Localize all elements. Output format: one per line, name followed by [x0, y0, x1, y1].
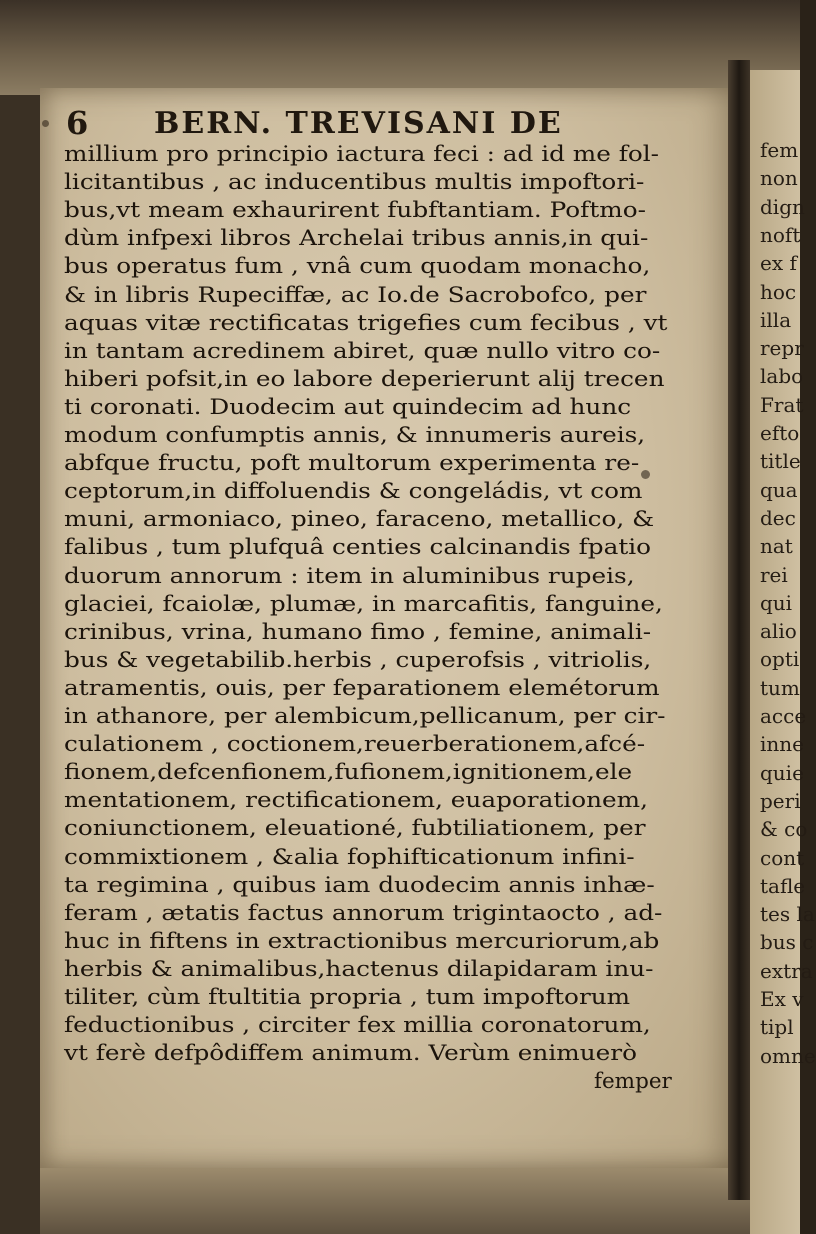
text-line: tiliter, cùm ftultitia propria , tum impoftorum	[64, 985, 631, 1010]
next-page-edge	[750, 70, 816, 1234]
next-page-fragment: tipl	[760, 1015, 794, 1040]
next-page-fragment: ex f	[760, 251, 797, 276]
next-page-fragment: non	[760, 166, 798, 191]
next-page-fragment: omne	[760, 1043, 816, 1068]
book-gutter	[728, 60, 750, 1200]
text-line: in tantam acredinem abiret, quæ nullo vitro co-	[64, 338, 661, 364]
text-line: feductionibus , circiter fex millia coronatorum,	[64, 1013, 651, 1039]
next-page-fragment: alio	[760, 619, 797, 644]
text-line: ti coronati. Duodecim aut quindecim ad hunc	[64, 394, 632, 420]
text-line: licitantibus , ac inducentibus multis impoftori-	[64, 170, 645, 196]
text-line: coniunctionem, eleuationé, fubtiliationem, per	[64, 816, 646, 842]
text-line: fionem,defcenfionem,fufionem,ignitionem,ele	[64, 760, 633, 786]
next-page-fragment: peri	[760, 788, 801, 813]
next-page-fragment: qui	[760, 590, 793, 615]
next-page-fragment: rei	[760, 562, 788, 587]
text-line: ta regimina , quibus iam duodecim annis inhæ-	[64, 872, 655, 898]
text-line: culationem , coctionem,reuerberationem,afcé-	[64, 732, 646, 758]
text-line: & in libris Rupeciffæ, ac Io.de Sacrobofco, per	[64, 282, 647, 308]
next-page-fragment: cont	[760, 845, 805, 870]
page-number: 6	[66, 104, 89, 142]
next-page-fragment: Frat	[760, 392, 804, 417]
next-page-fragment: qua	[760, 477, 798, 502]
text-line: atramentis, ouis, per feparationem elemétorum	[64, 675, 660, 701]
text-line: falibus , tum plufquâ centies calcinandis fpatio	[64, 535, 652, 561]
text-line: huc in fiftens in extractionibus mercuriorum,ab	[64, 928, 660, 954]
ink-speck	[641, 470, 650, 479]
text-line: dùm infpexi libros Archelai tribus annis,in qui-	[64, 226, 649, 252]
next-page-fragment: nat	[760, 534, 793, 559]
next-page-fragment: repr	[760, 336, 804, 361]
text-line: bus operatus fum , vnâ cum quodam monacho,	[64, 254, 651, 280]
next-page-fragment: quie	[760, 760, 804, 785]
page-top-edge	[0, 0, 800, 95]
next-page-fragment: fem	[760, 138, 799, 162]
next-page-fragment: hoc	[760, 279, 797, 304]
text-line: bus,vt meam exhaurirent fubftantiam. Poftmo-	[64, 198, 646, 224]
next-page-fragment: efto	[760, 421, 800, 445]
text-line: bus & vegetabilib.herbis , cuperofsis , vitriolis,	[64, 647, 652, 673]
text-line: glaciei, fcaiolæ, plumæ, in marcafitis, fanguine,	[64, 591, 663, 617]
text-line: commixtionem , &alia fophifticationum infini-	[64, 844, 635, 870]
next-page-fragment: extra	[760, 958, 813, 983]
page-bottom-edge	[40, 1168, 800, 1234]
ink-speck	[42, 120, 49, 127]
next-page-fragment: Ex v	[760, 987, 804, 1011]
text-line: duorum annorum : item in aluminibus rupeis,	[64, 563, 635, 589]
next-page-fragment: bus c	[760, 930, 814, 955]
text-line: herbis & animalibus,hactenus dilapidaram inu-	[64, 956, 654, 982]
next-page-fragment: inne	[760, 732, 804, 757]
text-line: millium pro principio iactura feci : ad id me fol-	[64, 142, 660, 167]
next-page-fragment: dec	[760, 505, 796, 530]
text-line: hiberi pofsit,in eo labore deperierunt alij trecen	[64, 366, 665, 392]
next-page-fragment: labo	[760, 364, 804, 389]
text-line: vt ferè defpôdiffem animum. Verùm enimuerò	[64, 1041, 637, 1067]
text-line: mentationem, rectificationem, euaporationem,	[64, 788, 648, 814]
next-page-fragment: tafle	[760, 873, 806, 898]
next-page-fragment: title	[760, 449, 801, 474]
text-line: crinibus, vrina, humano fimo , femine, animali-	[64, 619, 652, 645]
text-line: muni, armoniaco, pineo, faraceno, metallico, &	[64, 507, 655, 533]
text-line: in athanore, per alembicum,pellicanum, per cir-	[64, 704, 666, 729]
text-line: feram , ætatis factus annorum trigintaocto , ad-	[64, 900, 663, 926]
text-line: abfque fructu, poft multorum experimenta re-	[64, 451, 640, 477]
text-line: ceptorum,in diffoluendis & congeládis, vt com	[64, 479, 643, 505]
text-line: aquas vitæ rectificatas trigefies cum fecibus , vt	[64, 310, 668, 336]
catchword: femper	[594, 1069, 672, 1095]
next-page-fragment: dign	[760, 194, 805, 219]
next-page-fragment: opti	[760, 647, 800, 672]
next-page-fragment: & co	[760, 817, 808, 842]
next-page-fragment: tum	[760, 675, 800, 700]
next-page-fragment: acce	[760, 704, 807, 728]
text-line: modum confumptis annis, & innumeris aureis,	[64, 423, 646, 448]
next-page-fragment: illa	[760, 307, 792, 332]
running-title: BERN. TREVISANI DE	[154, 106, 563, 141]
next-page-fragment: tes la	[760, 902, 815, 927]
next-page-fragment: noft	[760, 222, 801, 247]
